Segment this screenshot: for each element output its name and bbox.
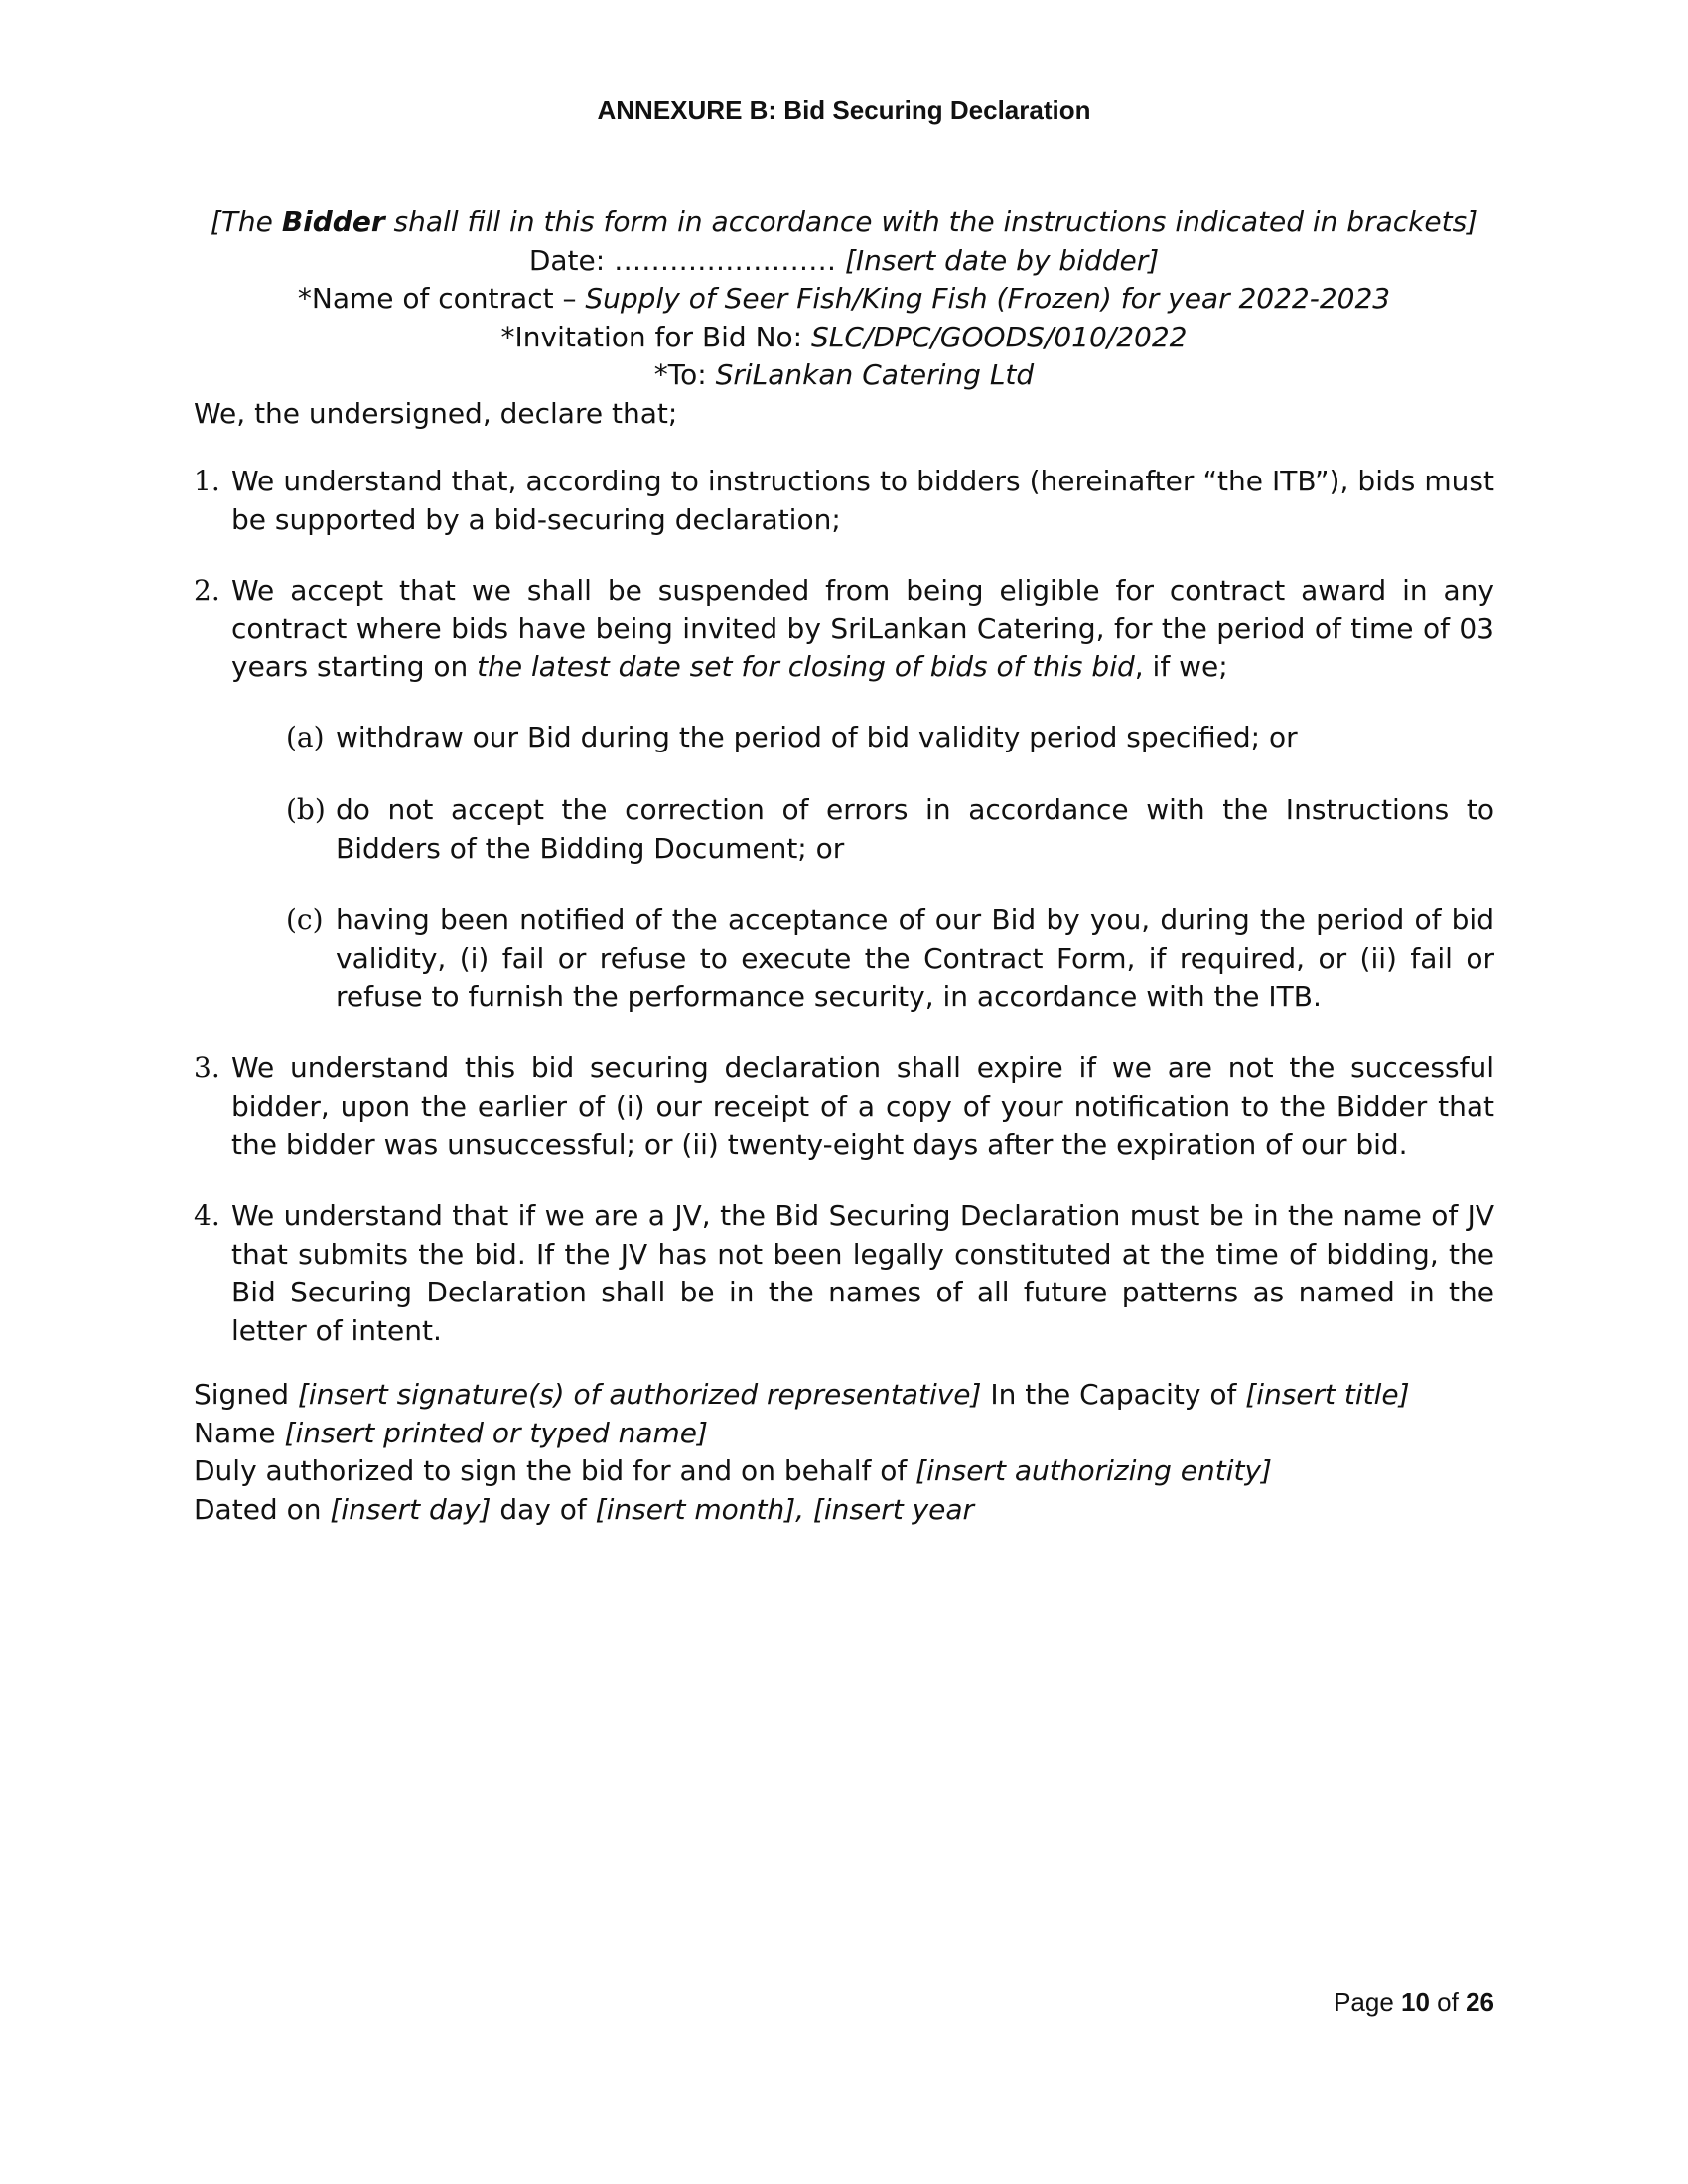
instruction-bold: Bidder xyxy=(281,205,385,238)
sub-item-b xyxy=(286,791,1494,868)
invitation-line xyxy=(194,319,1494,357)
signed-label: Signed xyxy=(194,1378,298,1411)
instruction-line xyxy=(194,204,1494,242)
item-text: We understand this bid securing declaration shall expire if we are not the successful bidder, upon the earlier of (i) our receipt of a copy of your notification to the Bidder that the bidder was unsuccessful; or (ii) twenty-eight days after the expiration of our bid. xyxy=(231,1051,1494,1160)
item-text-post: , if we; xyxy=(1134,650,1228,683)
current-page: 10 xyxy=(1401,1987,1430,2017)
to-label: *To: xyxy=(653,358,716,391)
contract-value: Supply of Seer Fish/King Fish (Frozen) for year 2022-2023 xyxy=(585,282,1391,315)
authorized-line xyxy=(194,1452,1410,1491)
dated-mid: day of xyxy=(491,1492,596,1526)
item-number: 3. xyxy=(194,1051,220,1084)
sub-item-letter: (b) xyxy=(286,793,326,826)
item-number: 4. xyxy=(194,1199,220,1232)
name-value: [insert printed or typed name] xyxy=(284,1416,708,1449)
declaration-item-1 xyxy=(194,463,1494,539)
item-text-pre: We accept that we shall be suspended from being eligible for contract award in any contract where bids have being invited by SriLankan Catering, for the period of time of 03 years starting on xyxy=(231,574,1494,683)
sub-item-a xyxy=(286,719,1494,757)
capacity-label: In the Capacity of xyxy=(981,1378,1246,1411)
item-text: We understand that, according to instructions to bidders (hereinafter “the ITB”), bids must be supported by a bid-securing declaration; xyxy=(231,465,1494,536)
form-header xyxy=(194,204,1494,395)
dated-line xyxy=(194,1491,1410,1530)
sub-item-text: having been notified of the acceptance of our Bid by you, during the period of bid validity, (i) fail or refuse to execute the Contract Form, if required, or (ii) fail or refuse to furnish the performance security, in accordance with the ITB. xyxy=(336,903,1494,1013)
declaration-item-2 xyxy=(194,572,1494,687)
signed-line xyxy=(194,1376,1410,1415)
signature-block xyxy=(194,1376,1410,1529)
to-line xyxy=(194,356,1494,395)
item-text-emphasis: the latest date set for closing of bids of this bid xyxy=(477,650,1135,683)
declaration-item-4 xyxy=(194,1197,1494,1350)
instruction-pre: [The xyxy=(210,205,282,238)
capacity-value: [insert title] xyxy=(1245,1378,1410,1411)
signed-value: [insert signature(s) of authorized representative] xyxy=(297,1378,982,1411)
invitation-value: SLC/DPC/GOODS/010/2022 xyxy=(811,320,1188,353)
contract-label: *Name of contract – xyxy=(297,282,586,315)
item-number: 1. xyxy=(194,465,220,497)
sub-item-text: withdraw our Bid during the period of bid validity period specified; or xyxy=(336,721,1298,753)
sub-item-letter: (a) xyxy=(286,721,325,753)
item-text xyxy=(231,572,1494,687)
page-number xyxy=(1291,1987,1494,2018)
declaration-item-3 xyxy=(194,1049,1494,1164)
authorized-label: Duly authorized to sign the bid for and on behalf of xyxy=(194,1454,916,1487)
name-label: Name xyxy=(194,1416,285,1449)
page-title: ANNEXURE B: Bid Securing Declaration xyxy=(597,95,1091,125)
date-dots: …………………… xyxy=(614,243,837,277)
item-text: We understand that if we are a JV, the Bid Securing Declaration must be in the name of JV that submits the bid. If the JV has not been legally constituted at the time of bidding, the Bid Securing Declaration shall be in the names of all future patterns as named in the letter of intent. xyxy=(231,1199,1494,1347)
date-value: [Insert date by bidder] xyxy=(836,243,1160,277)
invitation-label: *Invitation for Bid No: xyxy=(500,320,812,353)
total-pages: 26 xyxy=(1466,1987,1494,2017)
date-label: Date: xyxy=(528,243,615,277)
intro-text: We, the undersigned, declare that; xyxy=(194,397,678,430)
item-number: 2. xyxy=(194,574,220,607)
dated-label: Dated on xyxy=(194,1492,331,1526)
sub-item-text: do not accept the correction of errors in accordance with the Instructions to Bidders of the Bidding Document; or xyxy=(336,793,1494,865)
of-label: of xyxy=(1429,1987,1467,2017)
to-value: SriLankan Catering Ltd xyxy=(715,358,1035,391)
dated-day: [insert day] xyxy=(330,1492,492,1526)
sub-item-c xyxy=(286,901,1494,1017)
authorized-value: [insert authorizing entity] xyxy=(915,1454,1272,1487)
page-label: Page xyxy=(1334,1987,1402,2017)
dated-rest: [insert month], [insert year xyxy=(595,1492,975,1526)
instruction-post: shall fill in this form in accordance with the instructions indicated in brackets] xyxy=(384,205,1478,238)
sub-item-letter: (c) xyxy=(286,903,324,936)
name-line xyxy=(194,1415,1410,1453)
contract-line xyxy=(194,280,1494,319)
date-line xyxy=(194,242,1494,281)
